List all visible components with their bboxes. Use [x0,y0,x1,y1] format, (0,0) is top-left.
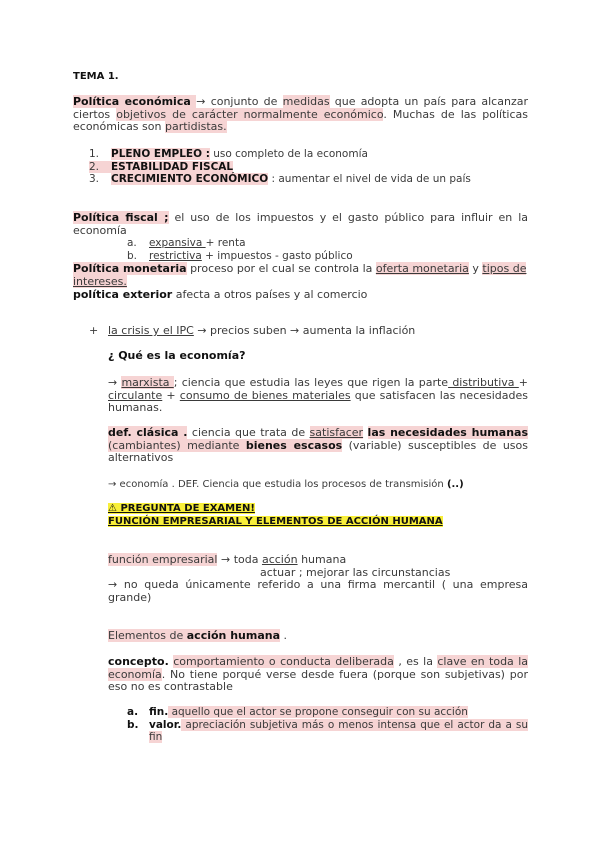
ellipsis-bold: (..) [446,479,464,490]
politica-monetaria-term: Política monetaria [73,262,187,275]
expansiva-term: expansiva [149,237,206,249]
elementos-highlight [108,629,280,642]
def-clasica-term: def. clásica . [108,426,188,439]
text-run: y [468,262,483,275]
text-run: afecta a otros países y al comercio [172,288,368,301]
comportamiento-text: comportamiento o conducta deliberada [173,655,394,668]
list-term: ESTABILIDAD FISCAL [111,160,234,173]
fiscal-sublist [127,237,353,262]
text-run: . Muchas de las políticas económicas son [73,107,528,133]
arrow: → [108,376,122,389]
text-run: → conjunto de [196,95,283,108]
funcion-title-line [108,516,528,529]
objetivos-list [89,148,471,186]
clave-text: clave en toda la economía [108,655,529,681]
text-run: Elementos de [108,629,187,642]
politica-monetaria-paragraph [73,263,528,288]
list-item [127,237,353,250]
list-text: apreciación subjetiva más o menos intensa que el actor da a su fin [149,718,528,743]
crisis-ipc-link: la crisis y el IPC [108,324,194,337]
highlight-objetivos: objetivos de carácter normalmente económico [116,107,384,121]
politica-exterior-term: política exterior [73,288,173,301]
politica-economica-paragraph [73,96,528,134]
accion-humana-term: acción humana [186,629,281,642]
text-run: → economía . DEF. Ciencia que estudia los procesos de transmisión [108,479,447,490]
list-text: : aumentar el nivel de vida de un país [268,173,471,185]
highlight-partidistas: partidistas. [164,120,227,133]
list-number: 2. [89,161,111,174]
list-number: b. [127,718,139,731]
funcion-line-3: → no queda únicamente referido a una firma mercantil ( una empresa grande) [108,578,528,604]
text-run: , es la [393,655,438,668]
restrictiva-term: restrictiva [149,249,202,262]
bullet: + [89,324,99,337]
list-number: b. [127,249,138,262]
text-run: que satisfacen las necesidades humanas. [108,388,528,414]
text-run: → precios suben → aumenta la inflación [193,324,416,337]
text-run: ; ciencia que estudia las leyes que rigen la parte [173,376,449,389]
politica-economica-term: Política económica [73,95,197,108]
concepto-term: concepto. [108,655,169,668]
list-term: CRECIMIENTO ECONÓMICO [111,173,269,185]
funcion-title: FUNCIÓN EMPRESARIAL Y ELEMENTOS DE ACCIÓN HUMANA [108,516,443,527]
list-number: 3. [89,173,100,185]
list-item [127,250,353,263]
funcion-line-2: actuar ; mejorar las circunstancias [260,565,451,579]
marxista-term: marxista [121,376,174,389]
distributiva-term: distributiva [448,376,519,389]
cambiantes-text: (cambiantes) mediante [108,438,246,452]
list-item [127,706,528,719]
satisfacer-term: satisfacer [309,426,364,439]
warning-icon: ⚠ [108,503,117,514]
list-item [89,148,471,161]
necesidades-term: las necesidades humanas [367,426,528,439]
topic-title: TEMA 1. [73,71,119,82]
text-run: el uso de los impuestos y el gasto público para influir en la economía [73,211,529,237]
text-run: humana [297,553,347,566]
funcion-empresarial-block [108,554,528,604]
que-es-economia-heading: ¿ Qué es la economía? [108,349,246,362]
text-run [363,426,367,439]
funcion-empresarial-term: función empresarial [108,553,218,566]
list-term: PLENO EMPLEO : [111,148,210,160]
list-text: + renta [205,237,246,249]
warning-label [108,503,255,514]
elementos-heading [108,630,528,643]
text-run: (variable) susceptibles de usos alternativos [108,438,528,464]
list-text: + impuestos - gasto público [201,249,353,262]
politica-fiscal-paragraph [73,212,528,237]
text-run: proceso por el cual se controla la [186,262,376,275]
bienes-escasos-term: bienes escasos [245,438,343,452]
list-item [89,173,471,186]
highlight-medidas: medidas [282,95,330,108]
text-run: . No tiene porqué verse desde fuera (porque son subjetivas) por eso no es contrastable [108,667,528,693]
def-clasica-paragraph [108,427,528,465]
oferta-monetaria-link: oferta monetaria [375,262,469,275]
text-run: . [280,629,288,642]
list-text: uso completo de la economía [209,148,368,160]
list-item [89,161,471,174]
text-run: + [162,388,180,402]
text-run: ciencia que trata de [187,426,310,439]
pregunta-examen [108,503,528,516]
circulante-term: circulante [108,388,163,402]
list-number: 1. [89,148,100,160]
valor-term: valor. [149,718,182,731]
tipos-intereses-link: tipos de intereses. [73,262,527,288]
fin-valor-list [127,706,528,744]
text-run: → toda [217,553,262,566]
list-number: a. [127,706,139,718]
economia-def-line [108,479,528,492]
text-run: + [518,376,529,389]
crisis-line [89,325,544,338]
marxista-paragraph [108,377,528,415]
fin-term: fin. [149,706,169,718]
list-number: a. [127,237,137,249]
consumo-term: consumo de bienes materiales [179,388,351,402]
list-item [127,719,528,744]
text-run: que adopta un país para alcanzar ciertos [73,95,528,121]
politica-fiscal-term: Política fiscal ; [73,211,169,224]
accion-term: acción [261,553,298,566]
concepto-paragraph [108,656,528,694]
list-text: aquello que el actor se propone conseguir con su acción [168,706,468,718]
politica-exterior-paragraph [73,289,528,302]
funcion-line-1 [108,554,528,567]
pregunta-text: PREGUNTA DE EXAMEN! [116,503,255,514]
